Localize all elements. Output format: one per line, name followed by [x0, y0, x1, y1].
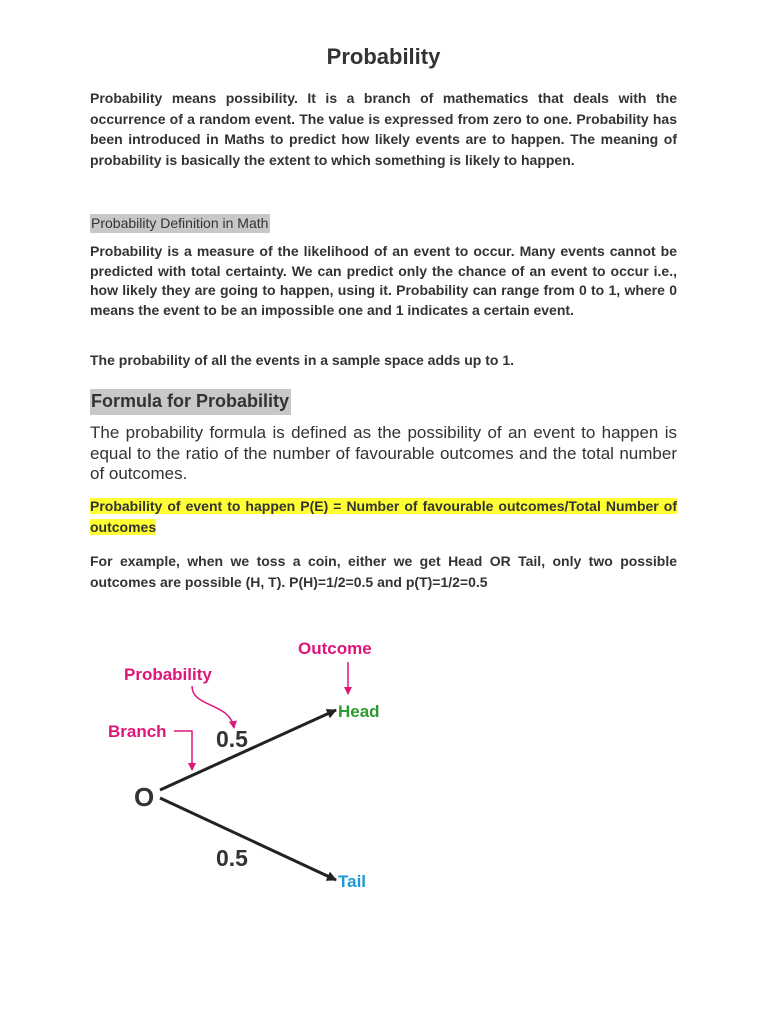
tail-outcome: Tail	[338, 872, 367, 891]
formula-paragraph: The probability formula is defined as the possibility of an event to happen is equal to the ratio of the number of favourable outcomes and the total number of outcomes.	[90, 423, 677, 483]
tail-branch-line	[160, 798, 336, 880]
probability-label: Probability	[124, 665, 212, 684]
upper-branch-value: 0.5	[216, 726, 248, 752]
lower-branch-value: 0.5	[216, 845, 248, 871]
sample-space-note: The probability of all the events in a sample space adds up to 1.	[90, 352, 514, 368]
branch-pointer-arrow	[174, 731, 192, 770]
branch-label: Branch	[108, 722, 167, 741]
page-title: Probability	[326, 44, 441, 69]
intro-paragraph: Probability means possibility. It is a branch of mathematics that deals with the occurrence of a random event. The value is expressed from zero to one. Probability has been introduced in Maths to predict how likely events are to happen. The meaning of probability is basically the extent to which something is likely to happen.	[90, 90, 677, 168]
tree-diagram	[100, 630, 400, 900]
head-branch-line	[160, 710, 336, 790]
origin-node: O	[134, 782, 155, 812]
head-outcome: Head	[338, 702, 380, 721]
definition-heading: Probability Definition in Math	[91, 215, 269, 231]
formula-heading: Formula for Probability	[90, 389, 291, 415]
outcome-label: Outcome	[298, 639, 372, 658]
formula-highlight	[90, 496, 677, 537]
coin-example: For example, when we toss a coin, either we get Head OR Tail, only two possible outcomes are possible (H, T). P(H)=1/2=0.5 and p(T)=1/2=0.5	[90, 553, 677, 590]
definition-paragraph: Probability is a measure of the likelihood of an event to occur. Many events cannot be predicted with total certainty. We can predict only the chance of an event to occur i.e., how likely they are going to happen, using it. Probability can range from 0 to 1, where 0 means the event to be an impossible one and 1 indicates a certain event.	[90, 243, 677, 318]
probability-arrow	[192, 686, 234, 728]
highlighted-formula: Probability of event to happen P(E) = Number of favourable outcomes/Total Number of outcomes	[90, 498, 677, 535]
